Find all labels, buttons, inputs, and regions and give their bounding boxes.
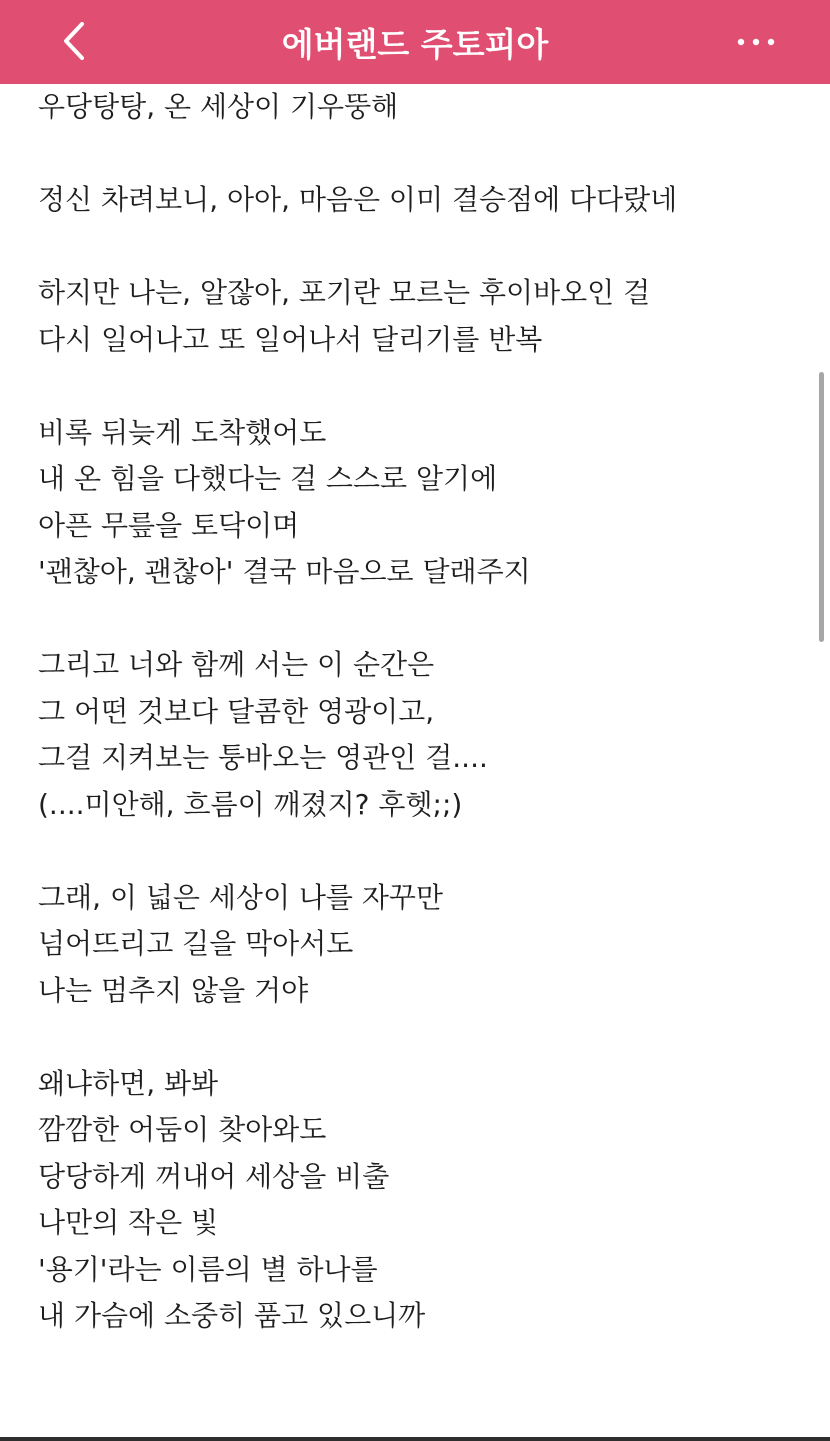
- page-title: 에버랜드 주토피아: [281, 24, 549, 64]
- post-text-line: (....미안해, 흐름이 깨졌지? 후헷;;): [38, 787, 463, 821]
- post-text-line: 내 가슴에 소중히 품고 있으니까: [38, 1299, 426, 1332]
- stanza-gap: [38, 224, 798, 271]
- more-button[interactable]: [732, 22, 780, 62]
- post-text-line: 그걸 지켜보는 퉁바오는 영관인 걸....: [38, 741, 488, 774]
- post-text-line: 나는 멈추지 않을 거야: [38, 973, 309, 1007]
- post-text-line: 당당하게 꺼내어 세상을 비출: [38, 1159, 390, 1193]
- post-text-line: 나만의 작은 빛: [38, 1206, 219, 1239]
- post-body: [38, 84, 798, 1340]
- post-text-line: 우당탕탕, 온 세상이 기우뚱해: [38, 90, 399, 123]
- chevron-left-icon: [61, 21, 87, 61]
- stanza-gap: [38, 1014, 798, 1061]
- app-header: [0, 0, 830, 84]
- post-text-line: '용기'라는 이름의 별 하나를: [38, 1252, 378, 1286]
- stanza-gap: [38, 363, 798, 410]
- post-text-line: 다시 일어나고 또 일어나서 달리기를 반복: [38, 322, 543, 356]
- stanza-gap: [38, 131, 798, 178]
- post-text-line: '괜찮아, 괜찮아' 결국 마음으로 달래주지: [38, 555, 531, 588]
- post-text-line: 왜냐하면, 봐봐: [38, 1066, 219, 1100]
- post-text-line: 비록 뒤늦게 도착했어도: [38, 415, 327, 449]
- back-button[interactable]: [52, 18, 96, 64]
- stanza-gap: [38, 596, 798, 643]
- post-text-line: 넘어뜨리고 길을 막아서도: [38, 927, 354, 960]
- more-horizontal-icon: [736, 37, 776, 47]
- post-text-line: 하지만 나는, 알잖아, 포기란 모르는 후이바오인 걸: [38, 276, 651, 309]
- stanza-gap: [38, 828, 798, 875]
- scrollbar[interactable]: [819, 372, 824, 642]
- post-text-line: 정신 차려보니, 아아, 마음은 이미 결승점에 다다랐네: [38, 183, 678, 216]
- post-text-line: 그 어떤 것보다 달콤한 영광이고,: [38, 694, 435, 728]
- post-text-line: 깜깜한 어둠이 찾아와도: [38, 1113, 327, 1146]
- post-text-line: 내 온 힘을 다했다는 걸 스스로 알기에: [38, 462, 498, 495]
- post-text-line: 그래, 이 넓은 세상이 나를 자꾸만: [38, 880, 444, 914]
- post-text-line: 아픈 무릎을 토닥이며: [38, 508, 300, 542]
- post-text-line: 그리고 너와 함께 서는 이 순간은: [38, 648, 435, 681]
- bottom-divider: [0, 1437, 830, 1441]
